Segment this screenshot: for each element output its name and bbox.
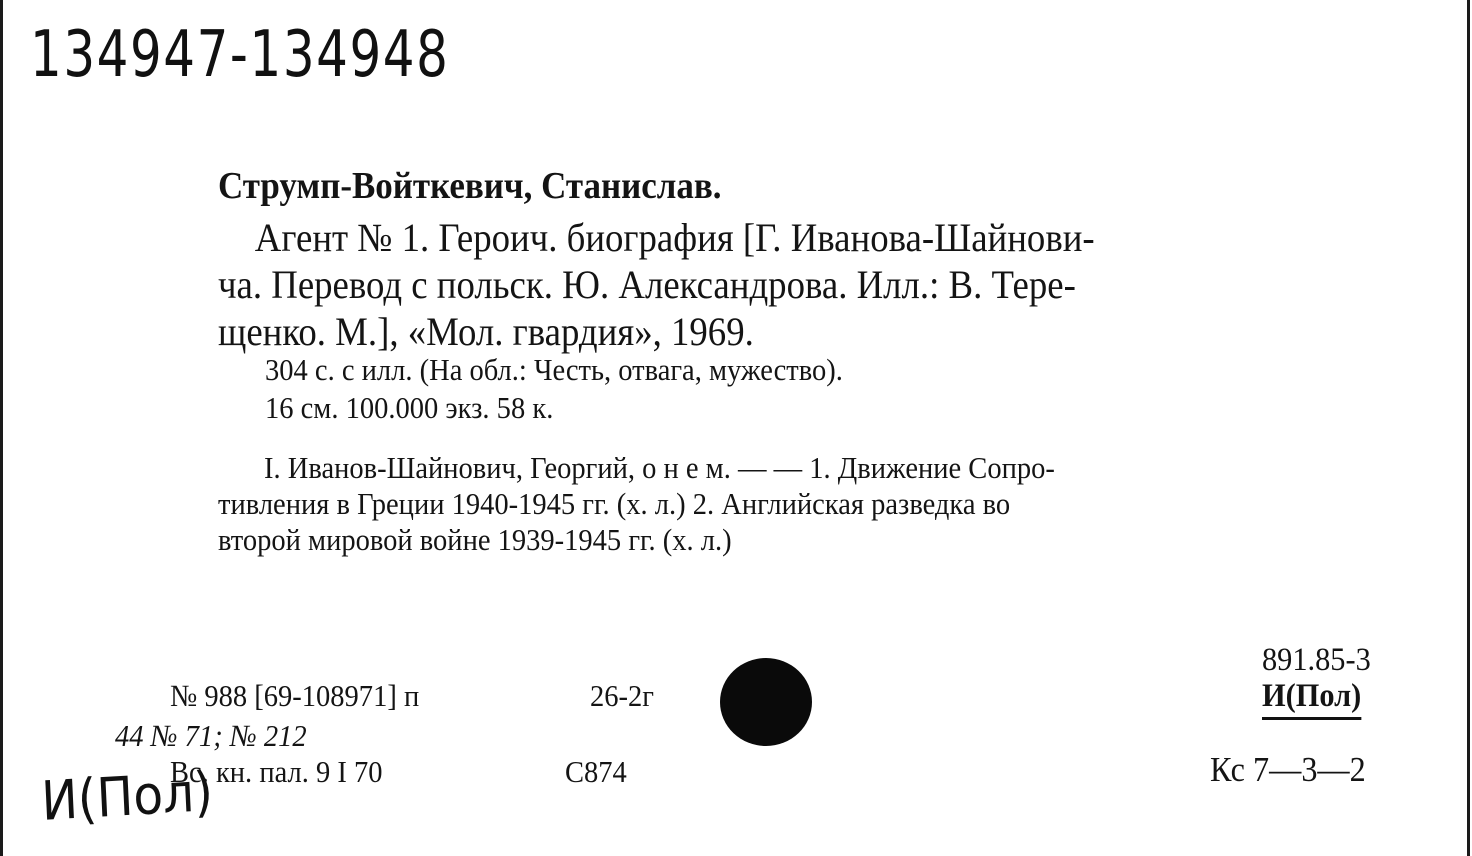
punch-hole xyxy=(720,658,812,746)
handwritten-shelf-mark: И(Пол) xyxy=(40,760,215,833)
description-line: щенко. М.], «Мол. гвардия», 1969. xyxy=(218,309,754,354)
subject-line: тивления в Греции 1940-1945 гг. (х. л.) 2. Английская разведка во xyxy=(218,486,1011,521)
author-mark: Кс 7—3—2 xyxy=(1210,750,1366,789)
description-line: Агент № 1. Героич. биография [Г. Иванова-Шайнови- xyxy=(254,215,1095,260)
subject-line: второй мировой войне 1939-1945 гг. (х. л.) xyxy=(218,522,732,557)
classification-index: И(Пол) xyxy=(1262,678,1361,720)
book-chamber-info: Вс. кн. пал. 9 I 70 xyxy=(170,754,383,789)
author-heading: Струмп-Войткевич, Станислав. xyxy=(218,165,722,207)
subject-line: I. Иванов-Шайнович, Георгий, о н е м. — — 1. Движение Сопро- xyxy=(264,450,1055,485)
physical-description: 304 с. с илл. (На обл.: Честь, отвага, мужество). xyxy=(265,352,843,387)
card-left-edge xyxy=(0,0,3,856)
bibliographic-description xyxy=(218,214,1294,355)
copy-numbers: 44 № 71; № 212 xyxy=(115,718,307,753)
udk-code: 891.85-3 xyxy=(1262,642,1371,678)
description-line: ча. Перевод с польск. Ю. Александрова. Илл.: В. Тере- xyxy=(218,262,1076,307)
handwritten-inventory-numbers: 134947-134948 xyxy=(30,18,450,92)
card-right-edge xyxy=(1467,0,1470,856)
subject-headings xyxy=(218,450,1055,558)
order-number: № 988 [69-108971] п xyxy=(170,678,420,713)
card-number: С874 xyxy=(565,754,627,789)
edition-info: 16 см. 100.000 экз. 58 к. xyxy=(265,390,554,425)
price-code: 26-2г xyxy=(590,678,654,713)
